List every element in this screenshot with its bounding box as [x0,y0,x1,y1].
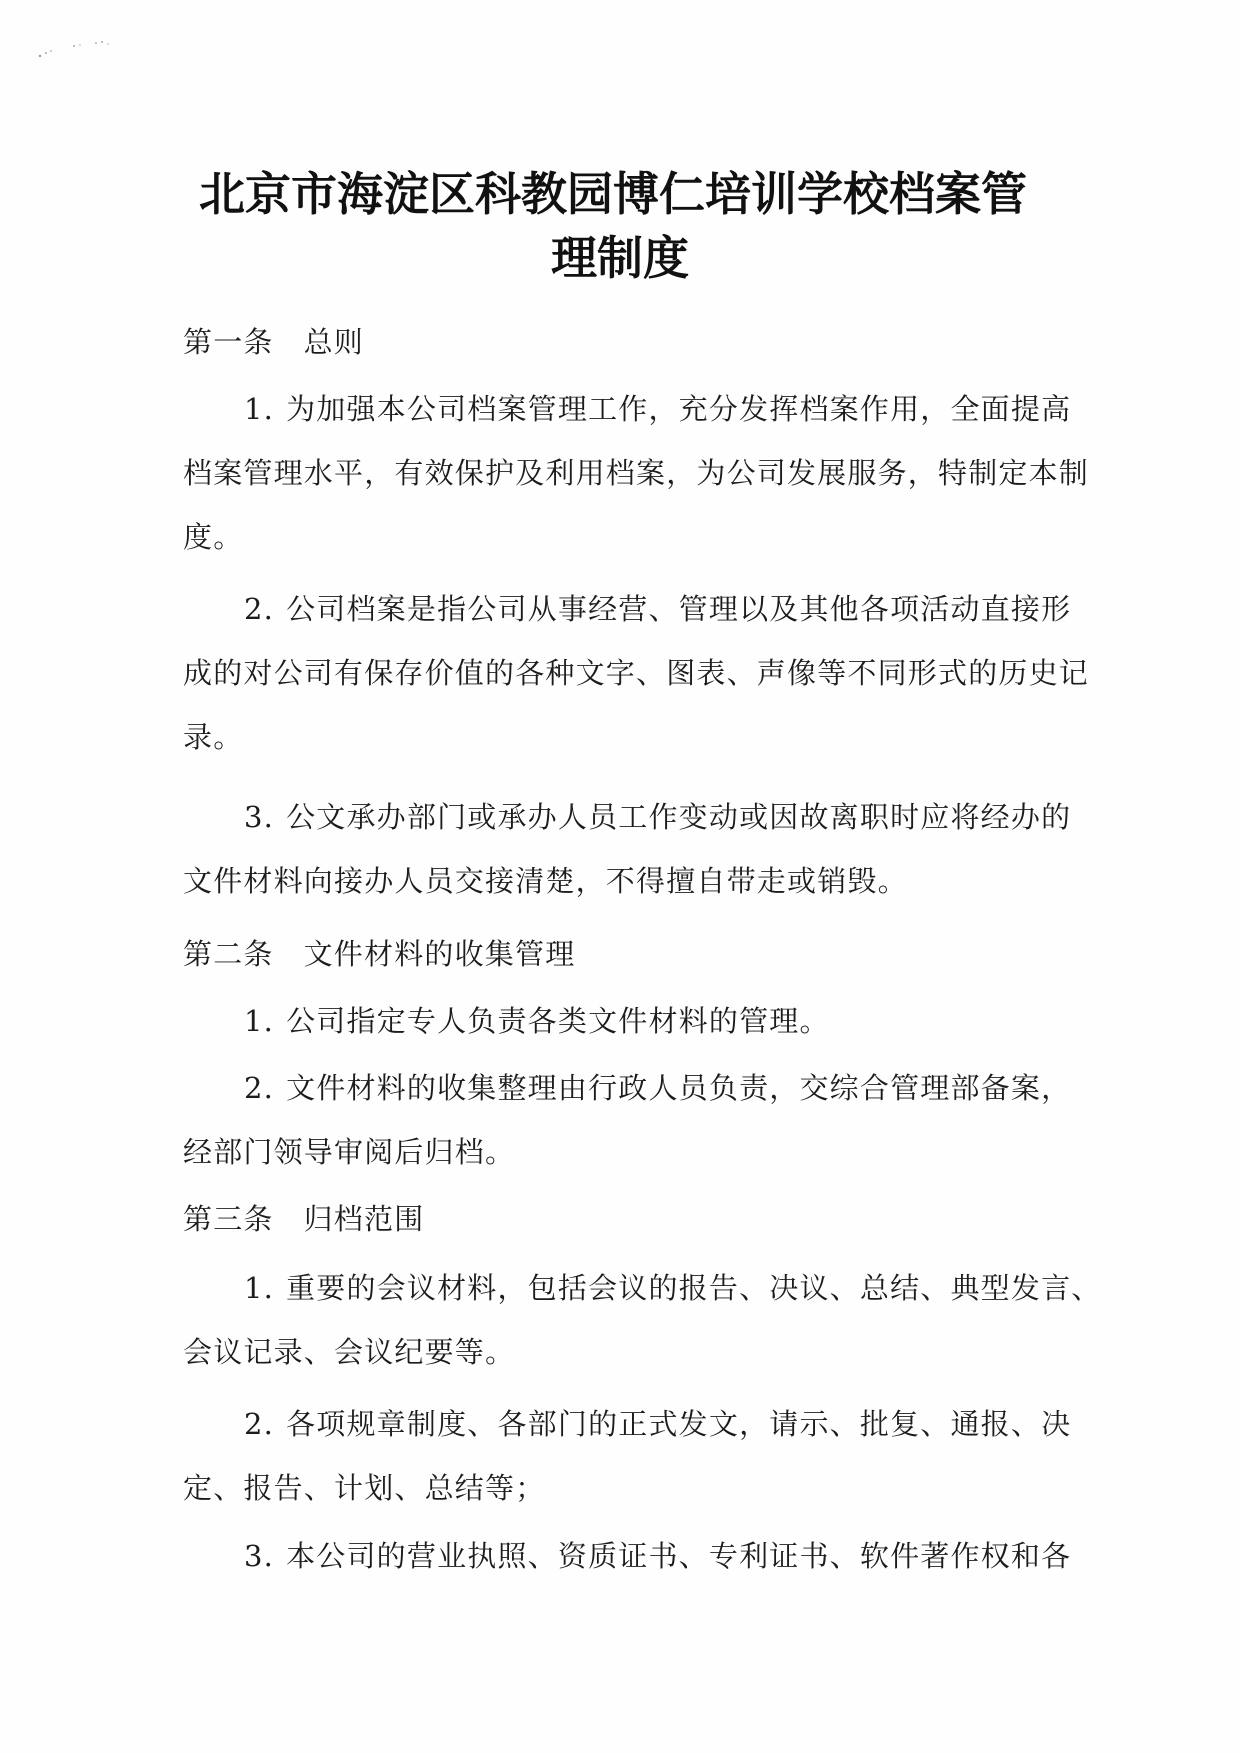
article-1-item-1-line-2: 档案管理水平，有效保护及利用档案，为公司发展服务，特制定本制 [183,456,1090,490]
article-1-heading [183,322,364,362]
article-2-item-1-number: 1. [244,1004,275,1038]
article-1-item-3-line-2: 文件材料向接办人员交接清楚，不得擅自带走或销毁。 [183,864,908,898]
article-1-title: 总则 [303,325,365,359]
article-2-item-1-line-1 [244,1001,830,1041]
article-2-item-2-line-1 [244,1068,1071,1108]
article-2-heading [183,934,575,974]
article-2-item-1-text: 公司指定专人负责各类文件材料的管理。 [286,1004,830,1038]
article-3-title: 归档范围 [303,1202,425,1236]
article-3-item-2-line-2: 定、报告、计划、总结等； [183,1471,546,1505]
document-title-line-2: 理制度 [551,231,689,285]
article-1-item-3-line-1 [244,797,1071,837]
article-1-item-2-line-2: 成的对公司有保存价值的各种文字、图表、声像等不同形式的历史记 [183,656,1090,690]
article-1-item-2-line-3: 录。 [183,720,244,754]
article-3-item-1-text: 重要的会议材料，包括会议的报告、决议、总结、典型发言、 [286,1271,1102,1305]
article-3-number: 第三条 [183,1202,274,1236]
article-3-item-3-number: 3. [244,1539,275,1573]
article-3-item-1-line-2: 会议记录、会议纪要等。 [183,1335,516,1369]
document-title-line-1: 北京市海淀区科教园博仁培训学校档案管 [199,167,1027,221]
article-1-item-2-line-1 [244,589,1071,629]
article-3-item-3-text: 本公司的营业执照、资质证书、专利证书、软件著作权和各 [286,1539,1072,1573]
article-3-item-2-line-1 [244,1404,1071,1444]
article-3-item-1-number: 1. [244,1271,275,1305]
article-1-item-3-text: 公文承办部门或承办人员工作变动或因故离职时应将经办的 [286,800,1072,834]
article-1-number: 第一条 [183,325,274,359]
article-1-item-1-line-1 [244,389,1071,429]
article-1-item-2-number: 2. [244,592,275,626]
article-1-item-3-number: 3. [244,800,275,834]
article-3-item-3-line-1 [244,1536,1071,1576]
article-1-item-2-text: 公司档案是指公司从事经营、管理以及其他各项活动直接形 [286,592,1072,626]
article-3-item-2-number: 2. [244,1407,275,1441]
article-3-item-1-line-1 [244,1268,1101,1308]
scan-speck-marks [36,36,136,60]
article-2-title: 文件材料的收集管理 [303,937,576,971]
article-2-item-2-line-2: 经部门领导审阅后归档。 [183,1135,516,1169]
article-3-heading [183,1199,424,1239]
article-1-item-1-line-3: 度。 [183,520,244,554]
article-1-item-1-text: 为加强本公司档案管理工作，充分发挥档案作用，全面提高 [286,392,1072,426]
article-2-item-2-number: 2. [244,1071,275,1105]
article-1-item-1-number: 1. [244,392,275,426]
article-2-item-2-text: 文件材料的收集整理由行政人员负责，交综合管理部备案， [286,1071,1072,1105]
article-2-number: 第二条 [183,937,274,971]
article-3-item-2-text: 各项规章制度、各部门的正式发文，请示、批复、通报、决 [286,1407,1072,1441]
